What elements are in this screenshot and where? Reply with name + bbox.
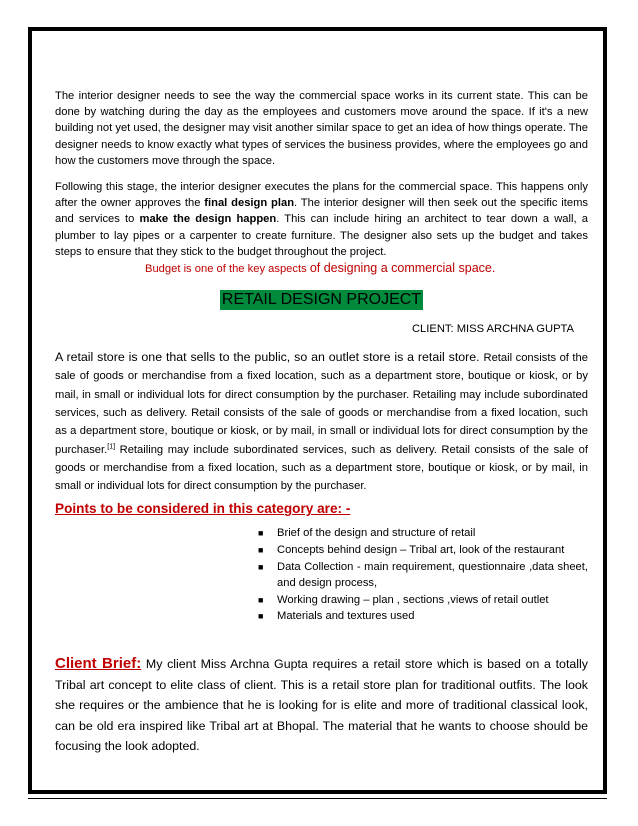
list-item: [258, 592, 588, 609]
square-bullet-icon: ■: [258, 545, 264, 555]
budget-note: [55, 261, 588, 276]
square-bullet-icon: ■: [258, 561, 264, 572]
note-part: Budget is one of the key aspects: [145, 263, 310, 276]
square-bullet-icon: ■: [258, 594, 264, 605]
text-run: Retailing may include subordinated services, such as delivery. Retail consists of the sale of goods or merchandise from a fixed location, such as a department store, boutique or kiosk, or by mail, in small or individual lots for direct consumption by the purchaser.: [55, 443, 588, 493]
list-item-text: Working drawing – plan , sections ,views of retail outlet: [277, 593, 549, 606]
client-line: CLIENT: MISS ARCHNA GUPTA: [411, 323, 574, 336]
retail-lead: A retail store is one that sells to the public, so an outlet store is a retail store.: [55, 350, 484, 365]
points-title: Points to be considered in this category are: -: [55, 501, 351, 517]
text-run: Retail consists of the sale of goods or merchandise from a fixed location, such as a department store, boutique or kiosk, or by mail, in small or individual lots for direct consumption by the purchaser. Retailing may include subordinated services, such as delivery. Retail consists of the sale of goods or merchandise from a fixed location, such as a department store, boutique or kiosk, or by mail, in small or individual lots for direct consumption by the purchaser.: [55, 352, 588, 456]
list-item-text: Brief of the design and structure of retail: [277, 527, 476, 540]
text-run: Following this stage, the interior designer executes the plans for the commercial space. This happens only after the owner approves the: [55, 181, 588, 210]
client-brief-label: Client Brief:: [55, 654, 142, 672]
text-run: . The interior designer will then seek out the specific items and services to: [55, 197, 588, 226]
list-item: [258, 525, 588, 542]
document-body: [55, 88, 588, 757]
list-item: [258, 542, 588, 559]
note-part: of designing a commercial space.: [309, 261, 496, 276]
square-bullet-icon: ■: [258, 528, 264, 539]
list-item-text: Materials and textures used: [277, 610, 415, 623]
section-heading-wrap: [55, 290, 588, 310]
client-brief-text: My client Miss Archna Gupta requires a retail store which is based on a totally Tribal art concept to elite class of client. This is a retail store plan for traditional outfits. The look she requires or the ambience that he is looking for is elite and more of traditional classical look, can be old era inspired like Tribal art at Bhopal. The material that he wants to choose should be focusing the look adopted.: [55, 656, 588, 754]
list-item-text: Concepts behind design – Tribal art, look of the restaurant: [277, 544, 565, 556]
points-list: [55, 525, 588, 625]
list-item: [258, 559, 588, 592]
list-item-text: Data Collection - main requirement, questionnaire ,data sheet, and design process,: [277, 560, 588, 590]
citation: [1]: [107, 442, 116, 450]
footer-rule: [28, 798, 607, 799]
bold-final-design-plan: final design plan: [204, 197, 295, 210]
client-brief-paragraph: [55, 654, 588, 757]
intro-paragraph: The interior designer needs to see the way the commercial space works in its current state. This can be done by watching during the day as the employees and customers move around the space. If it's a new building not yet used, the designer may visit another similar space to get an idea of how things operate. The designer needs to know exactly what types of services the business provides, where the employees go and how the customers move through the space.: [55, 90, 588, 167]
list-item: [258, 608, 588, 625]
execution-paragraph: [55, 179, 588, 260]
section-heading: RETAIL DESIGN PROJECT: [221, 291, 422, 309]
bold-make-design-happen: make the design happen: [139, 213, 277, 226]
text-run: . This can include hiring an architect to tear down a wall, a plumber to lay pipes or a carpenter to create furniture. The designer also sets up the budget and takes steps to ensure that they stick to the budget throughout the project.: [55, 213, 588, 258]
square-bullet-icon: ■: [258, 611, 264, 622]
retail-paragraph: [55, 348, 588, 495]
